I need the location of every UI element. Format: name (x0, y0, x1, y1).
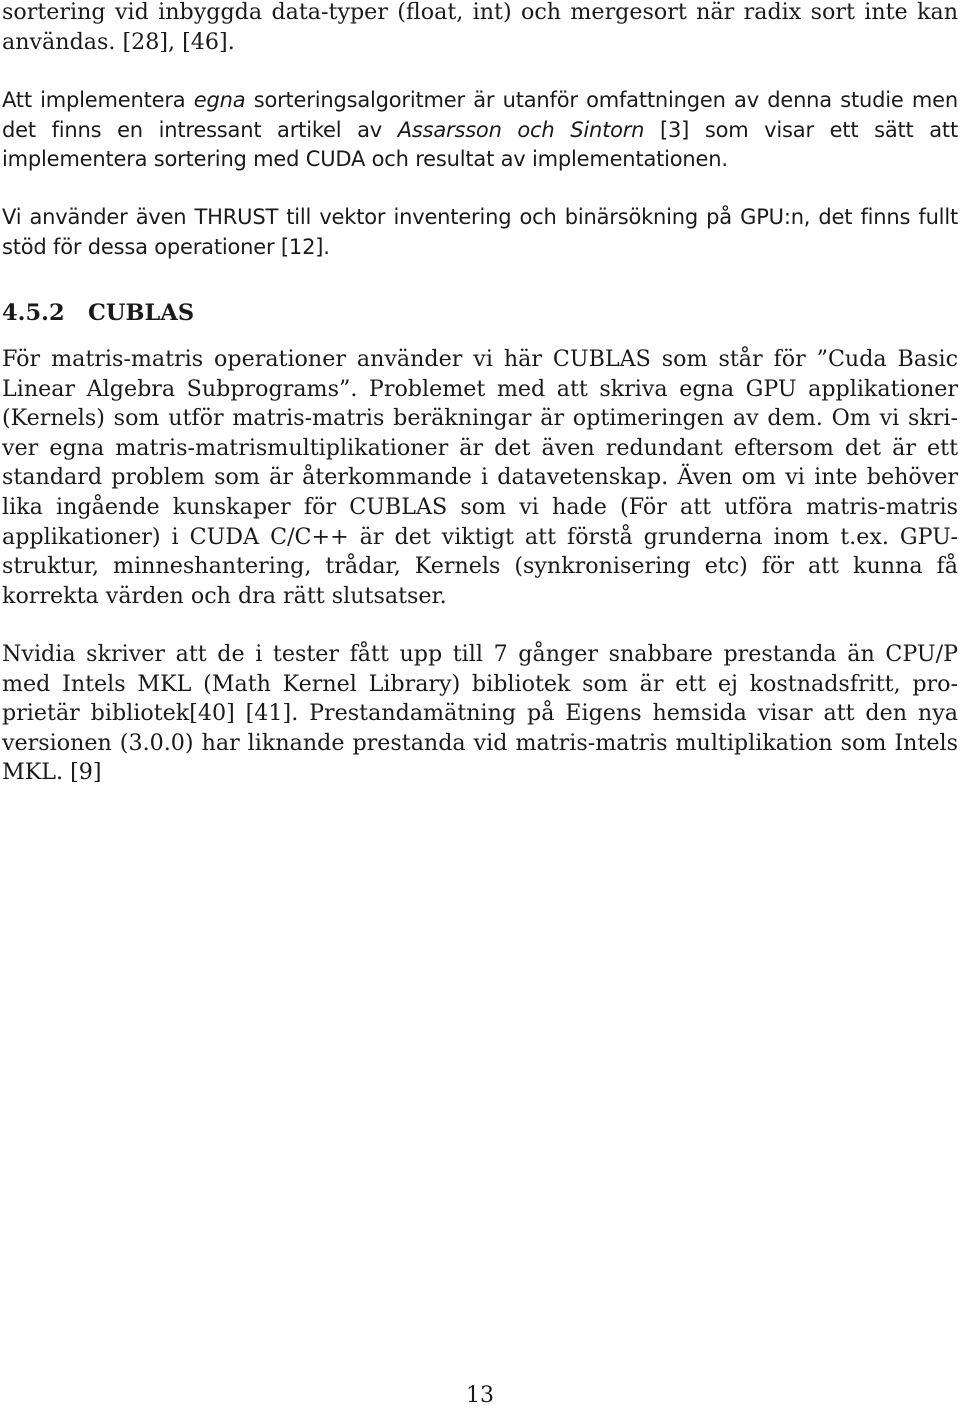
text-span: Att implementera (2, 88, 194, 112)
section-number: 4.5.2 (2, 300, 65, 326)
paragraph-nvidia-performance: Nvidia skriver att de i tester fått upp till 7 gånger snabbare prestanda än CPU/P med Intels MKL (Math Kernel Library) bibliotek som är ett ej kostnadsfritt, proprietär bibliotek[40] [41]. Prestandamätning på Eigens hemsida visar att den nya versionen (3.0.0) har liknande prestanda vid matris-matris multiplikation som Intels MKL. [9] (2, 641, 958, 786)
paragraph-own-sorting-algorithms (2, 86, 958, 175)
paragraph-thrust: Vi använder även THRUST till vektor inventering och binärsökning på GPU:n, det finns fullt stöd för dessa operationer [12]. (2, 205, 958, 259)
section-heading (2, 298, 194, 328)
emphasis-authors: Assarsson och Sintorn (397, 117, 645, 142)
emphasis-egna: egna (193, 88, 246, 112)
paragraph-sorting-types: sortering vid inbyggda data-typer (float, int) och mergesort när radix sort inte kan användas. [28], [46]. (2, 0, 958, 55)
paragraph-cublas: För matris-matris operationer använder vi här CUBLAS som står för ”Cuda Basic Linear Algebra Subprograms”. Problemet med att skriva egna GPU applikationer (Kernels) som utför matris-matris beräkningar är optimeringen av dem. Om vi skriver egna matris-matrismultiplikationer är det även redundant eftersom det är ett standard problem som är återkommande i datavetenskap. Även om vi inte behöver lika ingående kunskaper för CUBLAS som vi hade (För att utföra matris-matris applikationer) i CUDA C/C++ är det viktigt att förstå grunderna inom t.ex. GPU-struktur, minneshantering, trådar, Kernels (synkronisering etc) för att kunna få korrekta värden och dra rätt slutsatser. (2, 346, 958, 609)
text-span: sorteringsalgoritmer är utanför omfattningen av denna studie men det finns en intressant artikel av (2, 88, 958, 142)
page-number: 13 (466, 1383, 494, 1408)
text-span: [3] som visar ett sätt att implementera sortering med CUDA och resultat av implementationen. (2, 117, 958, 172)
section-title: CUBLAS (88, 300, 195, 326)
